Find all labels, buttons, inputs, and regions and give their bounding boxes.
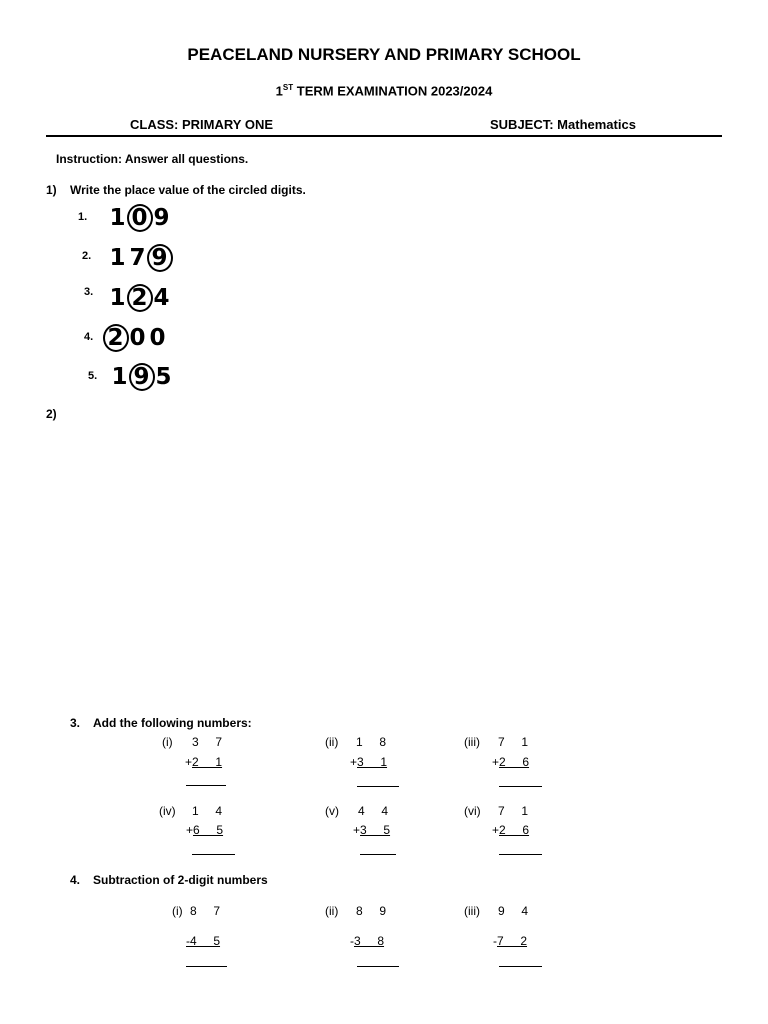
digit: 1	[109, 245, 127, 271]
exam-ordinal: 1	[275, 83, 283, 99]
addend: 2 6	[499, 823, 530, 837]
answer-line	[499, 854, 542, 855]
circled-number	[108, 244, 172, 272]
operator: -	[493, 934, 497, 948]
question-1-number: 1)	[46, 183, 57, 197]
digit: 7	[129, 245, 147, 271]
subtrahend: 3 8	[354, 934, 385, 948]
answer-line	[499, 786, 542, 787]
operator: -	[186, 934, 190, 948]
school-name: PEACELAND NURSERY AND PRIMARY SCHOOL	[187, 45, 581, 64]
subtrahend: 7 2	[497, 934, 528, 948]
exam-ordinal-suffix: ST	[282, 83, 294, 92]
problem-label: (ii)	[325, 735, 339, 749]
problem-label: (iii)	[464, 904, 480, 918]
problem-bottom	[185, 755, 222, 769]
question-3-text: Add the following numbers:	[93, 716, 252, 730]
digit: 1	[109, 285, 127, 311]
problem-top: 9 4	[498, 904, 529, 918]
operator: +	[186, 823, 194, 837]
circled-digit: 9	[147, 244, 173, 272]
digit: 1	[111, 364, 129, 390]
problem-top: 8 7	[190, 904, 221, 918]
answer-line	[360, 854, 396, 855]
digit: 0	[149, 325, 167, 351]
digit: 5	[155, 364, 173, 390]
addend: 3 5	[360, 823, 391, 837]
question-4-number: 4.	[70, 873, 81, 887]
addend: 2 1	[192, 755, 223, 769]
problem-top: 1 8	[356, 735, 387, 749]
instruction: Instruction: Answer all questions.	[56, 152, 249, 166]
problem-top: 3 7	[192, 735, 223, 749]
problem-bottom	[350, 755, 387, 769]
problem-bottom	[186, 934, 220, 948]
problem-top: 7 1	[498, 735, 529, 749]
circled-digit: 2	[103, 324, 129, 352]
item-number: 5.	[88, 370, 98, 382]
problem-top: 8 9	[356, 904, 387, 918]
item-number: 4.	[84, 331, 94, 343]
item-number: 1.	[78, 211, 88, 223]
problem-bottom	[492, 755, 529, 769]
digit: 4	[153, 285, 171, 311]
problem-label: (v)	[325, 804, 339, 818]
operator: -	[350, 934, 354, 948]
operator: +	[350, 755, 358, 769]
problem-label: (i)	[162, 735, 173, 749]
answer-line	[186, 966, 227, 967]
question-2-number: 2)	[46, 407, 57, 421]
digit: 9	[153, 205, 171, 231]
problem-label: (i)	[172, 904, 183, 918]
class-label: CLASS: PRIMARY ONE	[130, 117, 274, 132]
problem-top: 4 4	[358, 804, 389, 818]
problem-top: 1 4	[192, 804, 223, 818]
problem-label: (iii)	[464, 735, 480, 749]
addend: 2 6	[499, 755, 530, 769]
answer-line	[357, 966, 399, 967]
problem-bottom	[492, 823, 529, 837]
question-4-text: Subtraction of 2-digit numbers	[93, 873, 268, 887]
answer-line	[357, 786, 399, 787]
circled-digit: 2	[127, 284, 153, 312]
circled-digit: 0	[127, 204, 153, 232]
exam-title-text: TERM EXAMINATION 2023/2024	[296, 83, 493, 99]
question-3-number: 3.	[70, 716, 81, 730]
operator: +	[185, 755, 193, 769]
problem-bottom	[186, 823, 223, 837]
addend: 6 5	[193, 823, 224, 837]
circled-number	[108, 204, 172, 232]
digit: 0	[129, 325, 147, 351]
circled-number	[104, 324, 168, 352]
operator: +	[492, 823, 500, 837]
item-number: 2.	[82, 250, 92, 262]
answer-line	[186, 785, 226, 786]
item-number: 3.	[84, 286, 94, 298]
problem-bottom	[350, 934, 384, 948]
subject-label: SUBJECT: Mathematics	[490, 117, 636, 132]
circled-number	[108, 284, 172, 312]
digit: 1	[109, 205, 127, 231]
exam-title	[0, 83, 768, 98]
addend: 3 1	[357, 755, 388, 769]
operator: +	[492, 755, 500, 769]
problem-label: (ii)	[325, 904, 339, 918]
problem-bottom	[353, 823, 390, 837]
problem-bottom	[493, 934, 527, 948]
problem-label: (iv)	[159, 804, 176, 818]
header-divider	[46, 135, 722, 137]
answer-line	[192, 854, 235, 855]
question-1-text: Write the place value of the circled digits.	[70, 183, 306, 197]
problem-label: (vi)	[464, 804, 481, 818]
operator: +	[353, 823, 361, 837]
problem-top: 7 1	[498, 804, 529, 818]
circled-number	[110, 363, 174, 391]
answer-line	[499, 966, 542, 967]
subtrahend: 4 5	[190, 934, 221, 948]
circled-digit: 9	[129, 363, 155, 391]
